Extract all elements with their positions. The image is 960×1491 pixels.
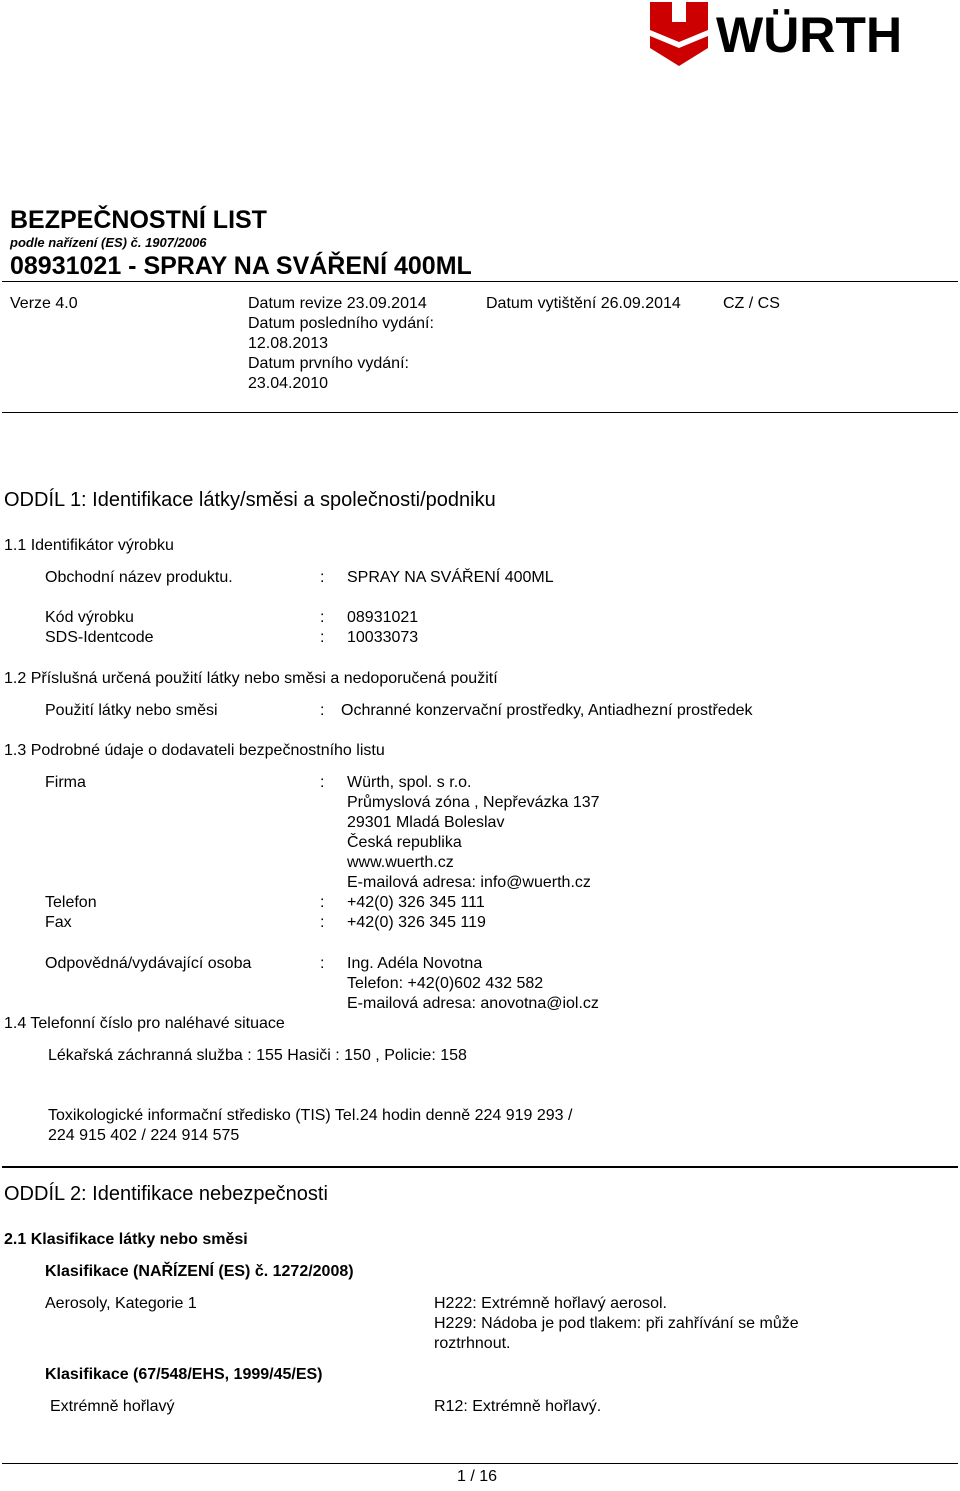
section-1-4-title: 1.4 Telefonní číslo pro naléhavé situace <box>4 1015 285 1032</box>
company-label: Firma <box>45 774 86 791</box>
section-1-2-title: 1.2 Příslušná určená použití látky nebo směsi a nedoporučená použití <box>4 670 498 687</box>
product-code-value: 08931021 <box>347 609 419 626</box>
toxicology-center-line-2: 224 915 402 / 224 914 575 <box>48 1127 240 1144</box>
section-divider <box>2 1166 958 1168</box>
colon: : <box>320 774 325 791</box>
section-1-1-title: 1.1 Identifikátor výrobku <box>4 537 174 554</box>
hazard-statement-h229-line-2: roztrhnout. <box>434 1335 511 1352</box>
print-date: Datum vytištění 26.09.2014 <box>486 295 681 312</box>
document-title: BEZPEČNOSTNÍ LIST <box>10 206 267 234</box>
sds-label: SDS-Identcode <box>45 629 154 646</box>
section-2-1-title: 2.1 Klasifikace látky nebo směsi <box>4 1231 248 1248</box>
responsible-person-name: Ing. Adéla Novotna <box>347 955 483 972</box>
responsible-person-label: Odpovědná/vydávající osoba <box>45 955 252 972</box>
hazard-statement-h229-line-1: H229: Nádoba je pod tlakem: při zahřívání se může <box>434 1315 799 1332</box>
fax-label: Fax <box>45 914 72 931</box>
section-2-title: ODDÍL 2: Identifikace nebezpečnosti <box>4 1183 328 1205</box>
regulation-subtitle: podle nařízení (ES) č. 1907/2006 <box>10 235 207 250</box>
dsd-classification-title: Klasifikace (67/548/EHS, 1999/45/ES) <box>45 1366 323 1383</box>
page-number: 1 / 16 <box>457 1468 498 1485</box>
first-issue-date: 23.04.2010 <box>248 375 329 392</box>
section-1-title: ODDÍL 1: Identifikace látky/směsi a společnosti/podniku <box>4 489 496 511</box>
company-name: Würth, spol. s r.o. <box>347 774 472 791</box>
company-email: E-mailová adresa: info@wuerth.cz <box>347 874 591 891</box>
colon: : <box>320 894 325 911</box>
wurth-logo-mark <box>650 2 708 66</box>
revision-date: Datum revize 23.09.2014 <box>248 295 427 312</box>
company-street: Průmyslová zóna , Nepřevázka 137 <box>347 794 600 811</box>
use-label: Použití látky nebo směsi <box>45 702 218 719</box>
last-issue-label: Datum posledního vydání: <box>248 315 434 332</box>
trade-name-value: SPRAY NA SVÁŘENÍ 400ML <box>347 569 554 586</box>
colon: : <box>320 609 325 626</box>
trade-name-label: Obchodní název produktu. <box>45 569 233 586</box>
header-bottom-divider <box>2 412 958 413</box>
wurth-logo <box>648 0 960 68</box>
phone-label: Telefon <box>45 894 97 911</box>
toxicology-center-line-1: Toxikologické informační středisko (TIS) Tel.24 hodin denně 224 919 293 / <box>48 1107 573 1124</box>
first-issue-label: Datum prvního vydání: <box>248 355 409 372</box>
fax-value: +42(0) 326 345 119 <box>347 914 486 931</box>
locale: CZ / CS <box>723 295 780 312</box>
colon: : <box>320 569 325 586</box>
version: Verze 4.0 <box>10 295 78 312</box>
colon: : <box>320 914 325 931</box>
responsible-person-phone: Telefon: +42(0)602 432 582 <box>347 975 544 992</box>
footer-divider <box>2 1463 958 1464</box>
phone-value: +42(0) 326 345 111 <box>347 894 485 911</box>
header-divider <box>2 281 958 282</box>
colon: : <box>320 702 325 719</box>
last-issue-date: 12.08.2013 <box>248 335 329 352</box>
product-code-label: Kód výrobku <box>45 609 134 626</box>
dsd-hazard-class: Extrémně hořlavý <box>50 1398 175 1415</box>
product-title: 08931021 - SPRAY NA SVÁŘENÍ 400ML <box>10 252 472 280</box>
section-1-3-title: 1.3 Podrobné údaje o dodavateli bezpečnostního listu <box>4 742 385 759</box>
clp-classification-title: Klasifikace (NAŘÍZENÍ (ES) č. 1272/2008) <box>45 1263 354 1280</box>
colon: : <box>320 955 325 972</box>
company-country: Česká republika <box>347 834 462 851</box>
hazard-statement-h222: H222: Extrémně hořlavý aerosol. <box>434 1295 667 1312</box>
clp-hazard-class: Aerosoly, Kategorie 1 <box>45 1295 197 1312</box>
use-value: Ochranné konzervační prostředky, Antiadhezní prostředek <box>341 702 753 719</box>
company-website: www.wuerth.cz <box>347 854 454 871</box>
company-city: 29301 Mladá Boleslav <box>347 814 505 831</box>
risk-phrase-r12: R12: Extrémně hořlavý. <box>434 1398 602 1415</box>
emergency-numbers: Lékařská záchranná služba : 155 Hasiči : 150 , Policie: 158 <box>48 1047 467 1064</box>
responsible-person-email: E-mailová adresa: anovotna@iol.cz <box>347 995 599 1012</box>
colon: : <box>320 629 325 646</box>
sds-value: 10033073 <box>347 629 419 646</box>
wurth-logo-wordmark: WÜRTH <box>716 7 903 63</box>
